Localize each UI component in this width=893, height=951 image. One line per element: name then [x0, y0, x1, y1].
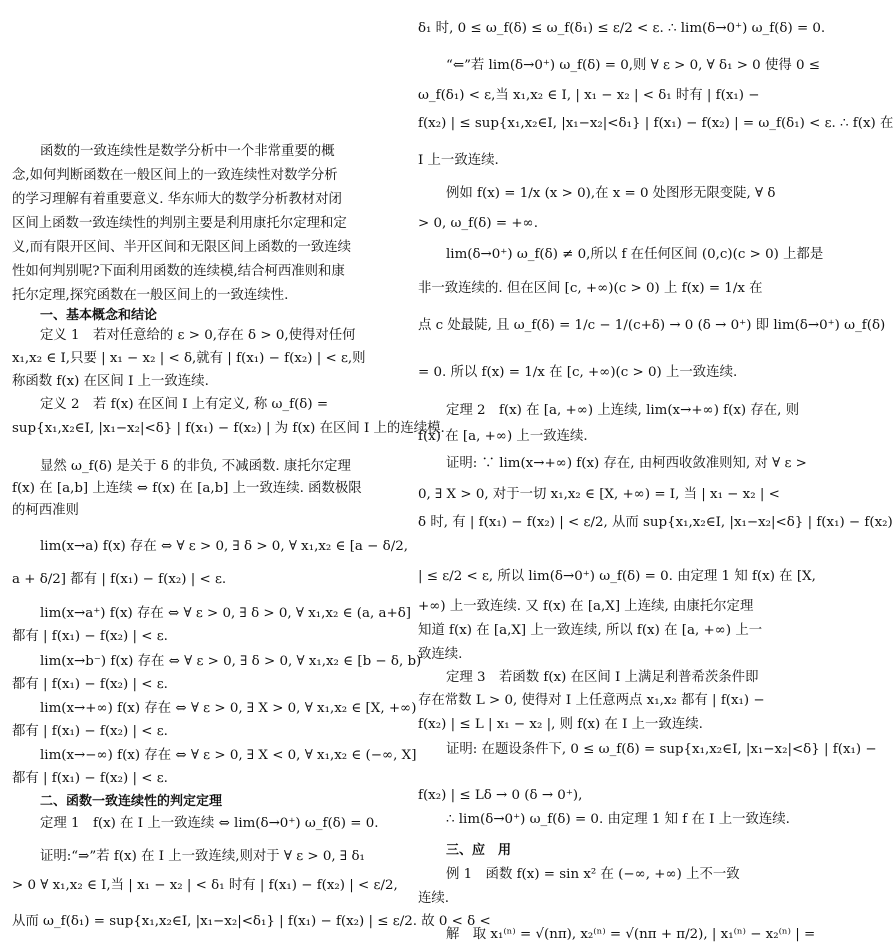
example-1-line: 例 1 函数 f(x) = sin x² 在 (−∞, +∞) 上不一致: [446, 867, 740, 882]
proof-line: +∞) 上一致连续. 又 f(x) 在 [a,X] 上连续, 由康托尔定理: [418, 599, 754, 614]
cauchy-criterion-line: lim(x→a) f(x) 存在 ⇔ ∀ ε > 0, ∃ δ > 0, ∀ x₁,x₂ ∈ [a − δ/2,: [40, 539, 408, 554]
example-line: lim(δ→0⁺) ω_f(δ) ≠ 0,所以 f 在任何区间 (0,c)(c > 0) 上都是: [446, 247, 824, 262]
proof-line: 证明:“⇒”若 f(x) 在 I 上一致连续,则对于 ∀ ε > 0, ∃ δ₁: [40, 849, 365, 864]
theorem-1-line: 定理 1 f(x) 在 I 上一致连续 ⇔ lim(δ→0⁺) ω_f(δ) = 0.: [40, 816, 379, 831]
section-heading-1: 一、基本概念和结论: [40, 308, 158, 323]
proof-line: 致连续.: [418, 647, 463, 662]
cauchy-criterion-line: lim(x→a⁺) f(x) 存在 ⇔ ∀ ε > 0, ∃ δ > 0, ∀ x₁,x₂ ∈ (a, a+δ]: [40, 606, 411, 621]
cauchy-criterion-line: 都有 | f(x₁) − f(x₂) | < ε.: [12, 677, 168, 692]
cauchy-criterion-line: 都有 | f(x₁) − f(x₂) | < ε.: [12, 629, 168, 644]
proof-line: | ≤ ε/2 < ε, 所以 lim(δ→0⁺) ω_f(δ) = 0. 由定理 1 知 f(x) 在 [X,: [418, 569, 816, 584]
definition-1-line: 定义 1 若对任意给的 ε > 0,存在 δ > 0,使得对任何: [40, 328, 356, 343]
cauchy-criterion-line: 都有 | f(x₁) − f(x₂) | < ε.: [12, 771, 168, 786]
theorem-3-line: 定理 3 若函数 f(x) 在区间 I 上满足利普希茨条件即: [446, 670, 759, 685]
theorem-3-line: 存在常数 L > 0, 使得对 I 上任意两点 x₁,x₂ 都有 | f(x₁) −: [418, 693, 765, 708]
proof-line: δ₁ 时, 0 ≤ ω_f(δ) ≤ ω_f(δ₁) ≤ ε/2 < ε. ∴ lim(δ→0⁺) ω_f(δ) = 0.: [418, 21, 826, 36]
example-line: 点 c 处最陡, 且 ω_f(δ) = 1/c − 1/(c+δ) → 0 (δ → 0⁺) 即 lim(δ→0⁺) ω_f(δ): [418, 318, 886, 333]
cauchy-criterion-line: a + δ/2] 都有 | f(x₁) − f(x₂) | < ε.: [12, 572, 227, 587]
definition-1-line: x₁,x₂ ∈ I,只要 | x₁ − x₂ | < δ,就有 | f(x₁) − f(x₂) | < ε,则: [12, 351, 366, 366]
example-1-line: 连续.: [418, 891, 450, 906]
definition-2-line: sup{x₁,x₂∈I, |x₁−x₂|<δ} | f(x₁) − f(x₂) | 为 f(x) 在区间 I 上的连续模.: [12, 421, 445, 436]
cauchy-criterion-line: lim(x→−∞) f(x) 存在 ⇔ ∀ ε > 0, ∃ X < 0, ∀ x₁,x₂ ∈ (−∞, X]: [40, 748, 417, 763]
example-line: 非一致连续的. 但在区间 [c, +∞)(c > 0) 上 f(x) = 1/x 在: [418, 281, 763, 296]
section-heading-2: 二、函数一致连续性的判定定理: [40, 794, 223, 809]
proof-line: δ 时, 有 | f(x₁) − f(x₂) | < ε/2, 从而 sup{x₁,x₂∈I, |x₁−x₂|<δ} | f(x₁) − f(x₂): [418, 515, 893, 530]
theorem-3-line: f(x₂) | ≤ L | x₁ − x₂ |, 则 f(x) 在 I 上一致连续.: [418, 717, 703, 732]
definition-1-line: 称函数 f(x) 在区间 I 上一致连续.: [12, 374, 209, 389]
proof-line: 证明: ∵ lim(x→+∞) f(x) 存在, 由柯西收敛准则知, 对 ∀ ε >: [446, 456, 807, 471]
solution-line: 解 取 x₁⁽ⁿ⁾ = √(nπ), x₂⁽ⁿ⁾ = √(nπ + π/2), | x₁⁽ⁿ⁾ − x₂⁽ⁿ⁾ | =: [446, 927, 816, 942]
section-heading-3: 三、应 用: [446, 843, 512, 858]
intro-paragraph-line: 念,如何判断函数在一般区间上的一致连续性对数学分析: [12, 168, 338, 183]
cauchy-criterion-line: lim(x→+∞) f(x) 存在 ⇔ ∀ ε > 0, ∃ X > 0, ∀ x₁,x₂ ∈ [X, +∞): [40, 701, 417, 716]
theorem-2-line: f(x) 在 [a, +∞) 上一致连续.: [418, 429, 588, 444]
intro-paragraph-line: 区间上函数一致连续性的判别主要是利用康托尔定理和定: [12, 216, 347, 231]
intro-paragraph-line: 的学习理解有着重要意义. 华东师大的数学分析教材对闭: [12, 192, 342, 207]
proof-line: f(x₂) | ≤ sup{x₁,x₂∈I, |x₁−x₂|<δ₁} | f(x₁) − f(x₂) | = ω_f(δ₁) < ε. ∴ f(x) 在: [418, 116, 893, 131]
proof-line: ω_f(δ₁) < ε,当 x₁,x₂ ∈ I, | x₁ − x₂ | < δ₁ 时有 | f(x₁) −: [418, 88, 760, 103]
paragraph-line: f(x) 在 [a,b] 上连续 ⇔ f(x) 在 [a,b] 上一致连续. 函数极限: [12, 481, 362, 496]
cauchy-criterion-line: lim(x→b⁻) f(x) 存在 ⇔ ∀ ε > 0, ∃ δ > 0, ∀ x₁,x₂ ∈ [b − δ, b): [40, 654, 422, 669]
theorem-2-line: 定理 2 f(x) 在 [a, +∞) 上连续, lim(x→+∞) f(x) 存在, 则: [446, 403, 800, 418]
cauchy-criterion-line: 都有 | f(x₁) − f(x₂) | < ε.: [12, 724, 168, 739]
proof-line: ∴ lim(δ→0⁺) ω_f(δ) = 0. 由定理 1 知 f 在 I 上一致连续.: [446, 812, 790, 827]
definition-2-line: 定义 2 若 f(x) 在区间 I 上有定义, 称 ω_f(δ) =: [40, 397, 329, 412]
intro-paragraph-line: 函数的一致连续性是数学分析中一个非常重要的概: [40, 144, 335, 159]
intro-paragraph-line: 义,而有限开区间、半开区间和无限区间上函数的一致连续: [12, 240, 352, 255]
example-line: 例如 f(x) = 1/x (x > 0),在 x = 0 处图形无限变陡, ∀ δ: [446, 186, 776, 201]
intro-paragraph-line: 托尔定理,探究函数在一般区间上的一致连续性.: [12, 288, 289, 303]
paragraph-line: 显然 ω_f(δ) 是关于 δ 的非负, 不减函数. 康托尔定理: [40, 459, 351, 474]
proof-line: 从而 ω_f(δ₁) = sup{x₁,x₂∈I, |x₁−x₂|<δ₁} | f(x₁) − f(x₂) | ≤ ε/2. 故 0 < δ <: [12, 914, 491, 929]
proof-line: 知道 f(x) 在 [a,X] 上一致连续, 所以 f(x) 在 [a, +∞) 上一: [418, 623, 763, 638]
example-line: > 0, ω_f(δ) = +∞.: [418, 216, 538, 231]
paragraph-line: 的柯西准则: [12, 503, 79, 518]
proof-line: “⇐”若 lim(δ→0⁺) ω_f(δ) = 0,则 ∀ ε > 0, ∀ δ₁ > 0 使得 0 ≤: [446, 58, 820, 73]
intro-paragraph-line: 性如何判别呢?下面利用函数的连续模,结合柯西准则和康: [12, 264, 345, 279]
proof-line: 证明: 在题设条件下, 0 ≤ ω_f(δ) = sup{x₁,x₂∈I, |x₁−x₂|<δ} | f(x₁) −: [446, 742, 877, 757]
proof-line: f(x₂) | ≤ Lδ → 0 (δ → 0⁺),: [418, 788, 583, 803]
proof-line: I 上一致连续.: [418, 153, 499, 168]
proof-line: > 0 ∀ x₁,x₂ ∈ I,当 | x₁ − x₂ | < δ₁ 时有 | f(x₁) − f(x₂) | < ε/2,: [12, 878, 398, 893]
proof-line: 0, ∃ X > 0, 对于一切 x₁,x₂ ∈ [X, +∞) = I, 当 | x₁ − x₂ | <: [418, 487, 780, 502]
example-line: = 0. 所以 f(x) = 1/x 在 [c, +∞)(c > 0) 上一致连续.: [418, 365, 738, 380]
